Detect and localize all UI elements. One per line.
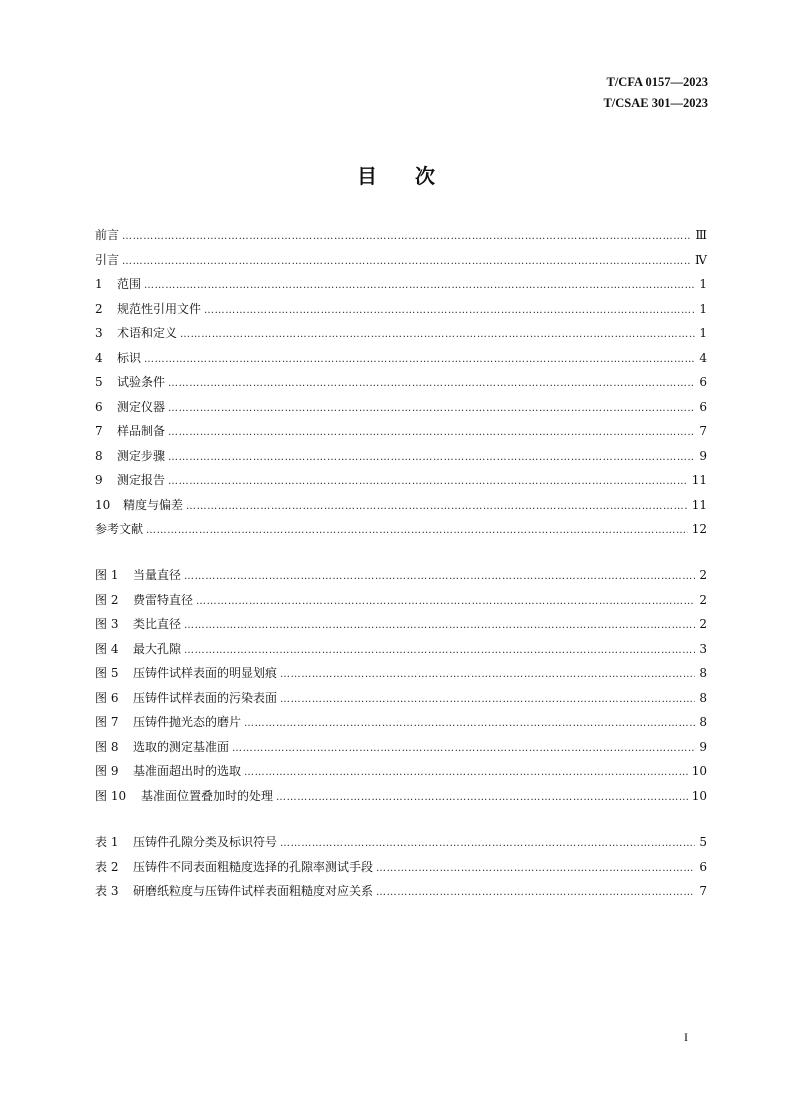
toc-figure-label: 当量直径 xyxy=(133,568,182,582)
toc-entry-label: 试验条件 xyxy=(117,375,166,389)
toc-figure-entry[interactable] xyxy=(95,640,707,665)
standard-code-cfa: T/CFA 0157—2023 xyxy=(606,75,708,89)
toc-leader-dots xyxy=(184,571,695,582)
toc-entry-page: 11 xyxy=(691,473,707,487)
toc-entry-number: 2 xyxy=(95,301,103,316)
toc-figure-entry[interactable] xyxy=(95,566,707,591)
toc-leader-dots xyxy=(196,596,695,607)
toc-entry-number: 1 xyxy=(95,277,103,291)
toc-table-number: 表 3 xyxy=(95,884,119,898)
toc-entry-page: 1 xyxy=(699,326,707,340)
toc-figure-number: 图 5 xyxy=(95,666,119,680)
toc-entry-instruments[interactable] xyxy=(95,398,707,423)
toc-figure-label: 压铸件试样表面的明显划痕 xyxy=(133,666,278,680)
toc-entry-bibliography[interactable] xyxy=(95,520,707,545)
toc-figure-page: 2 xyxy=(699,568,707,582)
toc-entry-label: 测定报告 xyxy=(117,473,166,487)
toc-leader-dots xyxy=(168,427,695,438)
toc-figure-label: 选取的测定基准面 xyxy=(133,739,230,754)
toc-figure-entry[interactable] xyxy=(95,738,707,763)
toc-entry-page: 12 xyxy=(691,522,707,536)
toc-figure-page: 10 xyxy=(691,764,707,778)
toc-entry-number: 9 xyxy=(95,473,103,487)
toc-table-page: 5 xyxy=(699,835,707,849)
toc-entry-report[interactable] xyxy=(95,471,707,496)
toc-entry-page: 6 xyxy=(699,375,707,389)
toc-entry-page: Ⅳ xyxy=(695,252,707,267)
toc-figure-page: 2 xyxy=(699,592,707,607)
toc-figure-label: 类比直径 xyxy=(133,617,182,631)
toc-figure-page: 2 xyxy=(699,617,707,631)
toc-figure-page: 8 xyxy=(699,666,707,680)
toc-leader-dots xyxy=(144,280,695,291)
toc-table-entry[interactable] xyxy=(95,882,707,907)
toc-leader-dots xyxy=(122,256,691,267)
toc-entry-label: 精度与偏差 xyxy=(123,497,184,512)
toc-figure-page: 9 xyxy=(699,739,707,754)
toc-figure-label: 基准面超出时的选取 xyxy=(133,764,242,778)
toc-leader-dots xyxy=(232,743,695,754)
toc-entry-page: Ⅲ xyxy=(695,228,707,242)
toc-leader-dots xyxy=(280,694,695,705)
toc-leader-dots xyxy=(376,863,695,874)
page-number: I xyxy=(684,1030,688,1044)
standard-codes xyxy=(603,72,708,114)
toc-entry-introduction[interactable] xyxy=(95,251,707,276)
toc-leader-dots xyxy=(280,669,695,680)
toc-leader-dots xyxy=(376,887,695,898)
toc-table-page: 7 xyxy=(699,884,707,898)
toc-leader-dots xyxy=(168,476,688,487)
toc-figure-number: 图 6 xyxy=(95,690,119,705)
toc-entry-test-conditions[interactable] xyxy=(95,373,707,398)
toc-table-label: 压铸件不同表面粗糙度选择的孔隙率测试手段 xyxy=(133,859,374,874)
toc-figure-number: 图 8 xyxy=(95,739,119,754)
toc-leader-dots xyxy=(276,792,688,803)
toc-leader-dots xyxy=(122,231,691,242)
toc-figure-number: 图 1 xyxy=(95,568,119,582)
standard-code-csae: T/CSAE 301—2023 xyxy=(603,96,708,110)
toc-leader-dots xyxy=(280,838,695,849)
toc-leader-dots xyxy=(168,378,695,389)
page-title: 目次 xyxy=(357,164,473,188)
toc-entry-page: 7 xyxy=(699,424,707,438)
toc-entry-page: 4 xyxy=(699,350,707,365)
toc-entry-number: 10 xyxy=(95,497,111,512)
toc-entry-label: 前言 xyxy=(95,228,120,242)
toc-figure-entry[interactable] xyxy=(95,762,707,787)
toc-entry-page: 9 xyxy=(699,448,707,463)
toc-figure-number: 图 10 xyxy=(95,788,127,803)
toc-figure-number: 图 4 xyxy=(95,641,119,656)
toc-figure-page: 10 xyxy=(691,788,707,803)
toc-figure-number: 图 3 xyxy=(95,617,119,631)
toc-entry-label: 测定步骤 xyxy=(117,448,166,463)
toc-leader-dots xyxy=(244,767,688,778)
toc-figure-entry[interactable] xyxy=(95,713,707,738)
toc-leader-dots xyxy=(146,525,688,536)
toc-table-page: 6 xyxy=(699,859,707,874)
toc-entry-label: 标识 xyxy=(117,350,142,365)
toc-entry-marking[interactable] xyxy=(95,349,707,374)
toc-table-label: 压铸件孔隙分类及标识符号 xyxy=(133,835,278,849)
toc-entry-terms[interactable] xyxy=(95,324,707,349)
toc-entry-number: 7 xyxy=(95,424,103,438)
toc-figure-list xyxy=(95,566,707,811)
toc-entry-number: 8 xyxy=(95,448,103,463)
toc-entry-scope[interactable] xyxy=(95,275,707,300)
toc-entry-page: 1 xyxy=(699,277,707,291)
toc-table-number: 表 2 xyxy=(95,859,119,874)
toc-entry-label: 参考文献 xyxy=(95,522,144,536)
toc-table-label: 研磨纸粒度与压铸件试样表面粗糙度对应关系 xyxy=(133,884,374,898)
toc-figure-page: 8 xyxy=(699,715,707,729)
toc-figure-entry[interactable] xyxy=(95,689,707,714)
toc-entry-label: 规范性引用文件 xyxy=(117,301,202,316)
toc-figure-label: 压铸件抛光态的磨片 xyxy=(133,715,242,729)
toc-entry-number: 4 xyxy=(95,350,103,365)
toc-table-entry[interactable] xyxy=(95,858,707,883)
toc-main-list xyxy=(95,226,707,545)
toc-table-entry[interactable] xyxy=(95,833,707,858)
toc-leader-dots xyxy=(168,403,695,414)
toc-entry-label: 术语和定义 xyxy=(117,326,178,340)
toc-entry-sample-preparation[interactable] xyxy=(95,422,707,447)
toc-entry-precision[interactable] xyxy=(95,496,707,521)
toc-entry-label: 范围 xyxy=(117,277,142,291)
toc-entry-label: 引言 xyxy=(95,252,120,267)
toc-entry-page: 1 xyxy=(699,301,707,316)
toc-leader-dots xyxy=(244,718,695,729)
toc-entry-foreword[interactable] xyxy=(95,226,707,251)
toc-table-list xyxy=(95,833,707,907)
toc-leader-dots xyxy=(184,645,695,656)
toc-entry-page: 11 xyxy=(691,497,707,512)
toc-figure-label: 基准面位置叠加时的处理 xyxy=(141,788,274,803)
toc-leader-dots xyxy=(168,452,695,463)
toc-entry-label: 测定仪器 xyxy=(117,399,166,414)
toc-figure-label: 费雷特直径 xyxy=(133,592,194,607)
toc-table-number: 表 1 xyxy=(95,835,119,849)
toc-figure-label: 压铸件试样表面的污染表面 xyxy=(133,690,278,705)
toc-entry-normative-references[interactable] xyxy=(95,300,707,325)
toc-figure-page: 3 xyxy=(699,641,707,656)
toc-figure-entry[interactable] xyxy=(95,615,707,640)
toc-leader-dots xyxy=(184,620,695,631)
toc-leader-dots xyxy=(144,354,695,365)
toc-figure-entry[interactable] xyxy=(95,591,707,616)
toc-figure-number: 图 9 xyxy=(95,764,119,778)
toc-entry-label: 样品制备 xyxy=(117,424,166,438)
toc-entry-number: 6 xyxy=(95,399,103,414)
toc-entry-procedure[interactable] xyxy=(95,447,707,472)
toc-entry-page: 6 xyxy=(699,399,707,414)
toc-figure-entry[interactable] xyxy=(95,664,707,689)
toc-leader-dots xyxy=(186,501,688,512)
toc-figure-entry[interactable] xyxy=(95,787,707,812)
toc-figure-number: 图 2 xyxy=(95,592,119,607)
toc-figure-number: 图 7 xyxy=(95,715,119,729)
toc-figure-label: 最大孔隙 xyxy=(133,641,182,656)
toc-entry-number: 3 xyxy=(95,326,103,340)
toc-entry-number: 5 xyxy=(95,375,103,389)
toc-figure-page: 8 xyxy=(699,690,707,705)
toc-leader-dots xyxy=(204,305,695,316)
toc-leader-dots xyxy=(180,329,695,340)
